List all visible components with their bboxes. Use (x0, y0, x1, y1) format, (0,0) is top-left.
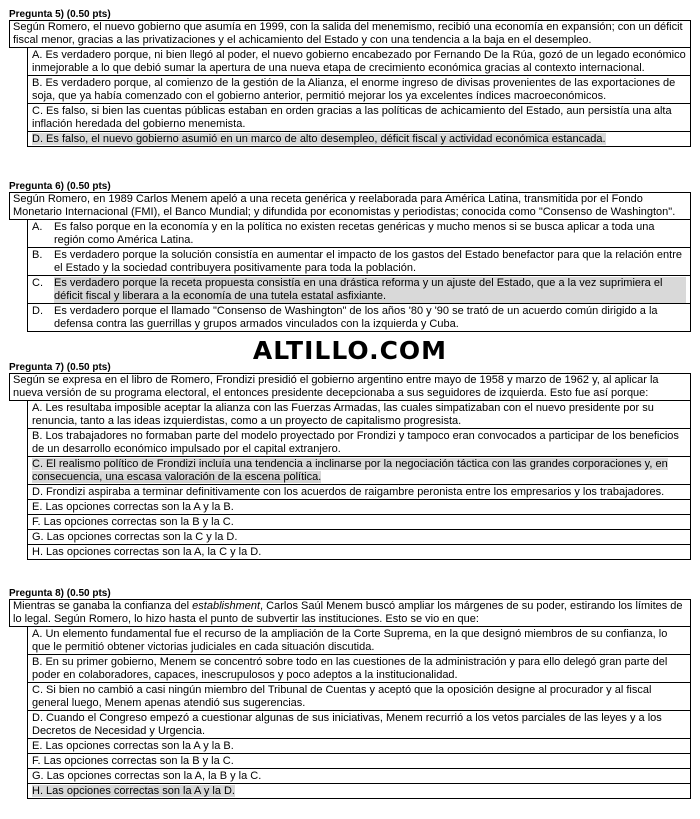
watermark: ALTILLO.COM (252, 336, 448, 365)
q6-option-a[interactable] (28, 220, 690, 248)
q7-option-c[interactable] (28, 457, 690, 485)
q7-option-e[interactable]: E. Las opciones correctas son la A y la B. (28, 500, 690, 515)
q7-option-h[interactable]: H. Las opciones correctas son la A, la C y la D. (28, 545, 690, 560)
q6-option-b[interactable] (28, 248, 690, 276)
question-5 (9, 9, 691, 147)
q8-stem-part-2: , Carlos Saúl Menem buscó ampliar los márgenes de su poder, estirando los límites de lo legal. Según Romero, lo hizo hasta el punto de subvertir las instituciones. Esto se vio en que: (13, 600, 683, 625)
question-8 (9, 588, 691, 799)
question-6 (9, 181, 691, 332)
q7-option-f[interactable]: F. Las opciones correctas son la B y la C. (28, 515, 690, 530)
question-8-header: Pregunta 8) (0.50 pts) (9, 588, 111, 599)
q7-option-c-text: C. El realismo político de Frondizi incluía una tendencia a inclinarse por la negociación táctica con las grandes corporaciones y, en consecuencia, una escasa valoración de la escena política. (32, 458, 668, 483)
q7-option-d[interactable]: D. Frondizi aspiraba a terminar definitivamente con los acuerdos de raigambre peronista entre los empresarios y los trabajadores. (28, 485, 690, 500)
q8-option-f[interactable]: F. Las opciones correctas son la B y la C. (28, 754, 690, 769)
q8-option-g[interactable]: G. Las opciones correctas son la A, la B y la C. (28, 769, 690, 784)
q6-option-a-text: Es falso porque en la economía y en la política no existen recetas genéricas y mucho menos si se busca aplicar a toda una región como América Latina. (54, 221, 655, 246)
question-5-stem: Según Romero, el nuevo gobierno que asumía en 1999, con la salida del menemismo, recibió una economía en expansión; con un déficit fiscal menor, gracias a las privatizaciones y el achicamiento del Estado y con una tendencia a la baja en el desempleo. (9, 20, 691, 48)
q6-option-b-letter: B. (32, 249, 43, 261)
question-7 (9, 362, 691, 560)
q6-option-c[interactable] (28, 276, 690, 304)
q8-option-d[interactable]: D. Cuando el Congreso empezó a cuestionar algunas de sus iniciativas, Menem recurrió a los vetos parciales de las leyes y a los Decretos de Necesidad y Urgencia. (28, 711, 690, 739)
question-6-header: Pregunta 6) (0.50 pts) (9, 181, 111, 192)
q5-option-b[interactable]: B. Es verdadero porque, al comienzo de la gestión de la Alianza, el enorme ingreso de divisas provenientes de las exportaciones de soja, que ya había comenzado con el gobierno anterior, permitió mejorar los ya excelentes índices macroeconómicos. (28, 76, 690, 104)
q6-option-c-letter: C. (32, 277, 43, 289)
question-7-stem: Según se expresa en el libro de Romero, Frondizi presidió el gobierno argentino entre mayo de 1958 y marzo de 1962 y, al aplicar la nueva versión de su programa electoral, el entonces presidente decepcionaba a sus seguidores de izquierda. Esto fue así porque: (9, 373, 691, 401)
q5-option-a[interactable]: A. Es verdadero porque, ni bien llegó al poder, el nuevo gobierno encabezado por Fernando De la Rúa, gozó de un legado económico inmejorable a lo que debió sumar la apertura de una nueva etapa de crecimiento económica gracias al contexto internacional. (28, 48, 690, 76)
q7-option-a[interactable]: A. Les resultaba imposible aceptar la alianza con las Fuerzas Armadas, las cuales simpatizaban con el nuevo presidente por su renuncia, tanto a las ideas izquierdistas, como a un proyecto de capitalismo progresista. (28, 401, 690, 429)
q6-option-b-text: Es verdadero porque la solución consistía en aumentar el impacto de los gastos del Estado benefactor para que la relación entre el Estado y la sociedad contribuyera positivamente para toda la población. (54, 249, 682, 274)
q8-option-c[interactable]: C. Si bien no cambió a casi ningún miembro del Tribunal de Cuentas y aceptó que la oposición designe al procurador y al fiscal general luego, Menem apenas atendió sus sugerencias. (28, 683, 690, 711)
question-7-header: Pregunta 7) (0.50 pts) (9, 362, 111, 373)
q6-option-c-text: Es verdadero porque la receta propuesta consistía en una drástica reforma y un ajuste del Estado, que a la vez suprimiera el déficit fiscal y liberara a la economía de una tutela estatal asfixiante. (54, 277, 686, 303)
question-5-header: Pregunta 5) (0.50 pts) (9, 9, 111, 20)
q6-option-d[interactable] (28, 304, 690, 332)
q7-option-b[interactable]: B. Los trabajadores no formaban parte del modelo proyectado por Frondizi y tampoco eran convocados a participar de los beneficios de un desarrollo económico impulsado por el capital extranjero. (28, 429, 690, 457)
q6-option-d-letter: D. (32, 305, 43, 317)
q8-option-h[interactable] (28, 784, 690, 799)
q8-option-a[interactable]: A. Un elemento fundamental fue el recurso de la ampliación de la Corte Suprema, en la que designó miembros de su confianza, lo que le permitió obtener victorias judiciales en cada situación discutida. (28, 627, 690, 655)
question-8-stem (9, 599, 691, 627)
q8-stem-italic: establishment (192, 600, 261, 612)
q5-option-c[interactable]: C. Es falso, si bien las cuentas públicas estaban en orden gracias a las políticas de achicamiento del Estado, aun persistía una alta inflación heredada del gobierno menemista. (28, 104, 690, 132)
q5-option-d[interactable] (28, 132, 690, 147)
q6-option-d-text: Es verdadero porque el llamado "Consenso de Washington" de los años '80 y '90 se trató de un acuerdo común dirigido a la defensa contra las guerrillas y grupos armados vinculados con la izquierda y Cuba. (54, 305, 658, 330)
q8-option-b[interactable]: B. En su primer gobierno, Menem se concentró sobre todo en las cuestiones de la administración y para ello delegó gran parte del poder en colaboradores, capaces, inescrupulosos y poco adeptos a la institucionalidad. (28, 655, 690, 683)
q8-option-e[interactable]: E. Las opciones correctas son la A y la B. (28, 739, 690, 754)
q5-option-d-text: D. Es falso, el nuevo gobierno asumió en un marco de alto desempleo, déficit fiscal y actividad económica estancada. (32, 133, 606, 145)
q7-option-g[interactable]: G. Las opciones correctas son la C y la D. (28, 530, 690, 545)
q6-option-a-letter: A. (32, 221, 43, 233)
question-6-stem: Según Romero, en 1989 Carlos Menem apeló a una receta genérica y reelaborada para América Latina, transmitida por el Fondo Monetario Internacional (FMI), el Banco Mundial; y difundida por economistas y periodistas; conocida como "Consenso de Washington". (9, 192, 691, 220)
q8-stem-part-1: Mientras se ganaba la confianza del (13, 600, 193, 612)
q8-option-h-text: H. Las opciones correctas son la A y la D. (32, 785, 235, 797)
